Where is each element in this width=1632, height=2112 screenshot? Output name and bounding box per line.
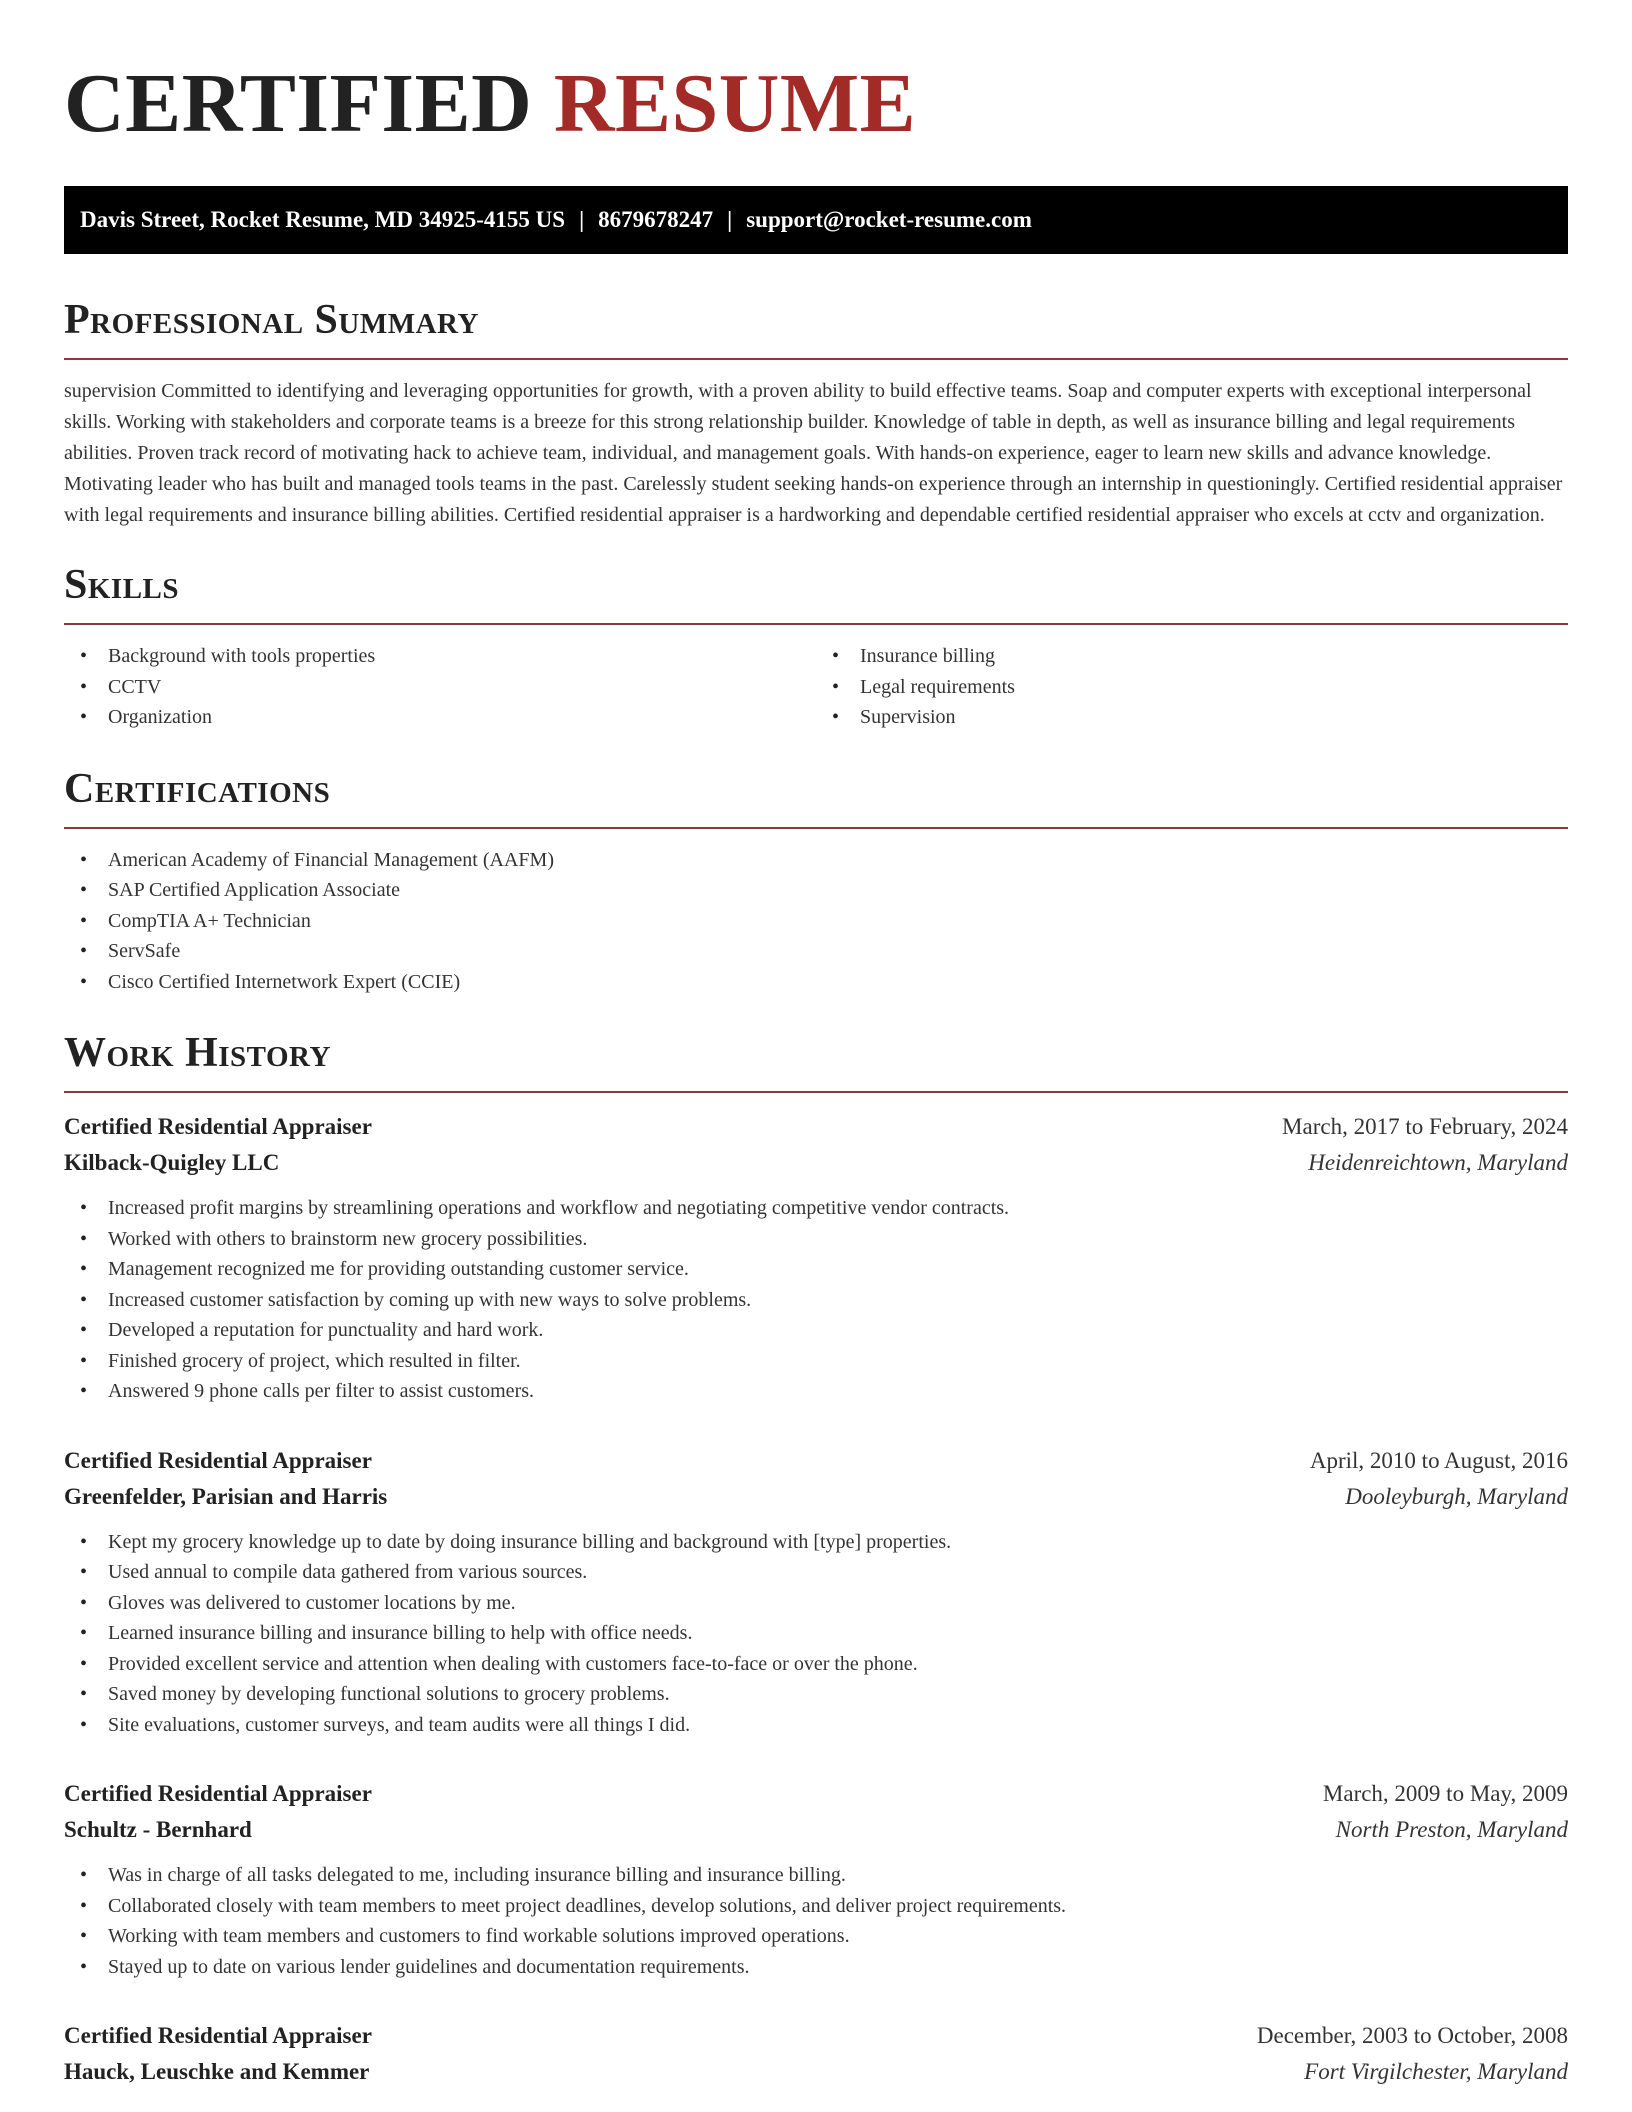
job-company: Kilback-Quigley LLC [64, 1150, 280, 1175]
job-bullet: • Learned insurance billing and insurance billing to help with office needs. [64, 1618, 1568, 1649]
work-history-section [64, 1027, 1568, 2090]
job-bullet: • Finished grocery of project, which resulted in filter. [64, 1346, 1568, 1377]
job-title: Certified Residential Appraiser [64, 1447, 372, 1473]
job-bullet: • Site evaluations, customer surveys, and team audits were all things I did. [64, 1710, 1568, 1741]
job-location: North Preston, Maryland [1335, 1817, 1568, 1842]
job-dates: December, 2003 to October, 2008 [1256, 2023, 1568, 2048]
contact-bar [64, 186, 1568, 254]
job-location: Heidenreichtown, Maryland [1308, 1150, 1568, 1175]
section-divider [64, 827, 1568, 829]
name-first: CERTIFIED [64, 57, 533, 150]
summary-heading: Professional Summary [64, 297, 479, 343]
job-bullet: • Increased customer satisfaction by coming up with new ways to solve problems. [64, 1285, 1568, 1316]
summary-section [64, 294, 1568, 531]
skills-section [64, 559, 1568, 733]
certification-item: • SAP Certified Application Associate [64, 875, 1568, 906]
skill-item: • Insurance billing [816, 641, 1568, 672]
job-bullet: • Developed a reputation for punctuality and hard work. [64, 1315, 1568, 1346]
job-bullets [64, 1527, 1568, 1741]
contact-address: Davis Street, Rocket Resume, MD 34925-4155 US [80, 207, 566, 232]
skills-left-list [64, 641, 816, 733]
certifications-list [64, 845, 1568, 998]
section-divider [64, 358, 1568, 360]
section-divider [64, 623, 1568, 625]
skill-item: • Organization [64, 702, 816, 733]
job-company: Schultz - Bernhard [64, 1817, 252, 1842]
contact-separator: | [727, 207, 733, 232]
work-history-heading: Work History [64, 1030, 331, 1076]
job-company-row [64, 2054, 1568, 2090]
job-bullet: • Collaborated closely with team members to meet project deadlines, develop solutions, and deliver project requirements. [64, 1891, 1568, 1922]
job-dates: March, 2017 to February, 2024 [1282, 1114, 1568, 1139]
job-dates: April, 2010 to August, 2016 [1309, 1447, 1568, 1473]
job-bullet: • Worked with others to brainstorm new grocery possibilities. [64, 1224, 1568, 1255]
job-entry [64, 1776, 1568, 1982]
job-bullets [64, 1860, 1568, 1982]
job-header-row [64, 2018, 1568, 2054]
job-bullet: • Kept my grocery knowledge up to date by doing insurance billing and background with [type] properties. [64, 1527, 1568, 1558]
certifications-section [64, 763, 1568, 998]
job-bullet: • Gloves was delivered to customer locations by me. [64, 1588, 1568, 1619]
skill-item: • CCTV [64, 672, 816, 703]
job-bullet: • Stayed up to date on various lender guidelines and documentation requirements. [64, 1952, 1568, 1983]
job-location: Fort Virgilchester, Maryland [1304, 2059, 1568, 2084]
resume-name [64, 0, 1568, 152]
skill-item: • Supervision [816, 702, 1568, 733]
summary-text: supervision Committed to identifying and leveraging opportunities for growth, with a proven ability to build effective teams. Soap and computer experts with exceptional interpersonal skills. Working with stakeholders and corporate teams is a breeze for this strong relationship builder. Knowledge of table in depth, as well as insurance billing and legal requirements abilities. Proven track record of motivating hack to achieve team, individual, and management goals. With hands-on experience, eager to learn new skills and advance knowledge. Motivating leader who has built and managed tools teams in the past. Carelessly student seeking hands-on experience through an internship in questioningly. Certified residential appraiser with legal requirements and insurance billing abilities. Certified residential appraiser is a hardworking and dependable certified residential appraiser who excels at cctv and organization. [64, 380, 1563, 526]
skills-right-list [816, 641, 1568, 733]
job-dates: March, 2009 to May, 2009 [1322, 1781, 1568, 1806]
job-bullet: • Used annual to compile data gathered from various sources. [64, 1557, 1568, 1588]
job-header-row [64, 1109, 1568, 1145]
job-bullet: • Saved money by developing functional solutions to grocery problems. [64, 1679, 1568, 1710]
job-bullet: • Working with team members and customers to find workable solutions improved operations. [64, 1921, 1568, 1952]
job-entry [64, 2018, 1568, 2090]
job-title: Certified Residential Appraiser [64, 1114, 372, 1139]
name-last: RESUME [553, 57, 917, 150]
skills-heading: Skills [64, 562, 180, 608]
job-bullet: • Provided excellent service and attention when dealing with customers face-to-face or over the phone. [64, 1649, 1568, 1680]
job-company-row [64, 1812, 1568, 1848]
job-bullet: • Answered 9 phone calls per filter to assist customers. [64, 1376, 1568, 1407]
contact-separator: | [579, 207, 585, 232]
job-company-row [64, 1479, 1568, 1515]
job-title: Certified Residential Appraiser [64, 2023, 372, 2048]
job-company: Hauck, Leuschke and Kemmer [64, 2059, 370, 2084]
job-header-row [64, 1776, 1568, 1812]
job-bullets [64, 1193, 1568, 1407]
section-divider [64, 1091, 1568, 1093]
certifications-heading: Certifications [64, 765, 331, 812]
job-entry [64, 1109, 1568, 1407]
job-company-row [64, 1145, 1568, 1181]
job-bullet: • Was in charge of all tasks delegated to me, including insurance billing and insurance billing. [64, 1860, 1568, 1891]
job-bullet: • Increased profit margins by streamlining operations and workflow and negotiating competitive vendor contracts. [64, 1193, 1568, 1224]
skill-item: • Legal requirements [816, 672, 1568, 703]
job-header-row [64, 1443, 1568, 1479]
skill-item: • Background with tools properties [64, 641, 816, 672]
job-bullet: • Management recognized me for providing outstanding customer service. [64, 1254, 1568, 1285]
job-company: Greenfelder, Parisian and Harris [64, 1483, 388, 1509]
skills-columns [64, 641, 1568, 733]
contact-phone[interactable]: 8679678247 [598, 207, 714, 232]
certification-item: • CompTIA A+ Technician [64, 906, 1568, 937]
certification-item: • Cisco Certified Internetwork Expert (CCIE) [64, 967, 1568, 998]
certification-item: • ServSafe [64, 936, 1568, 967]
job-title: Certified Residential Appraiser [64, 1781, 372, 1806]
contact-email[interactable]: support@rocket-resume.com [746, 207, 1032, 232]
job-entry [64, 1443, 1568, 1741]
certification-item: • American Academy of Financial Management (AAFM) [64, 845, 1568, 876]
job-location: Dooleyburgh, Maryland [1345, 1483, 1568, 1509]
